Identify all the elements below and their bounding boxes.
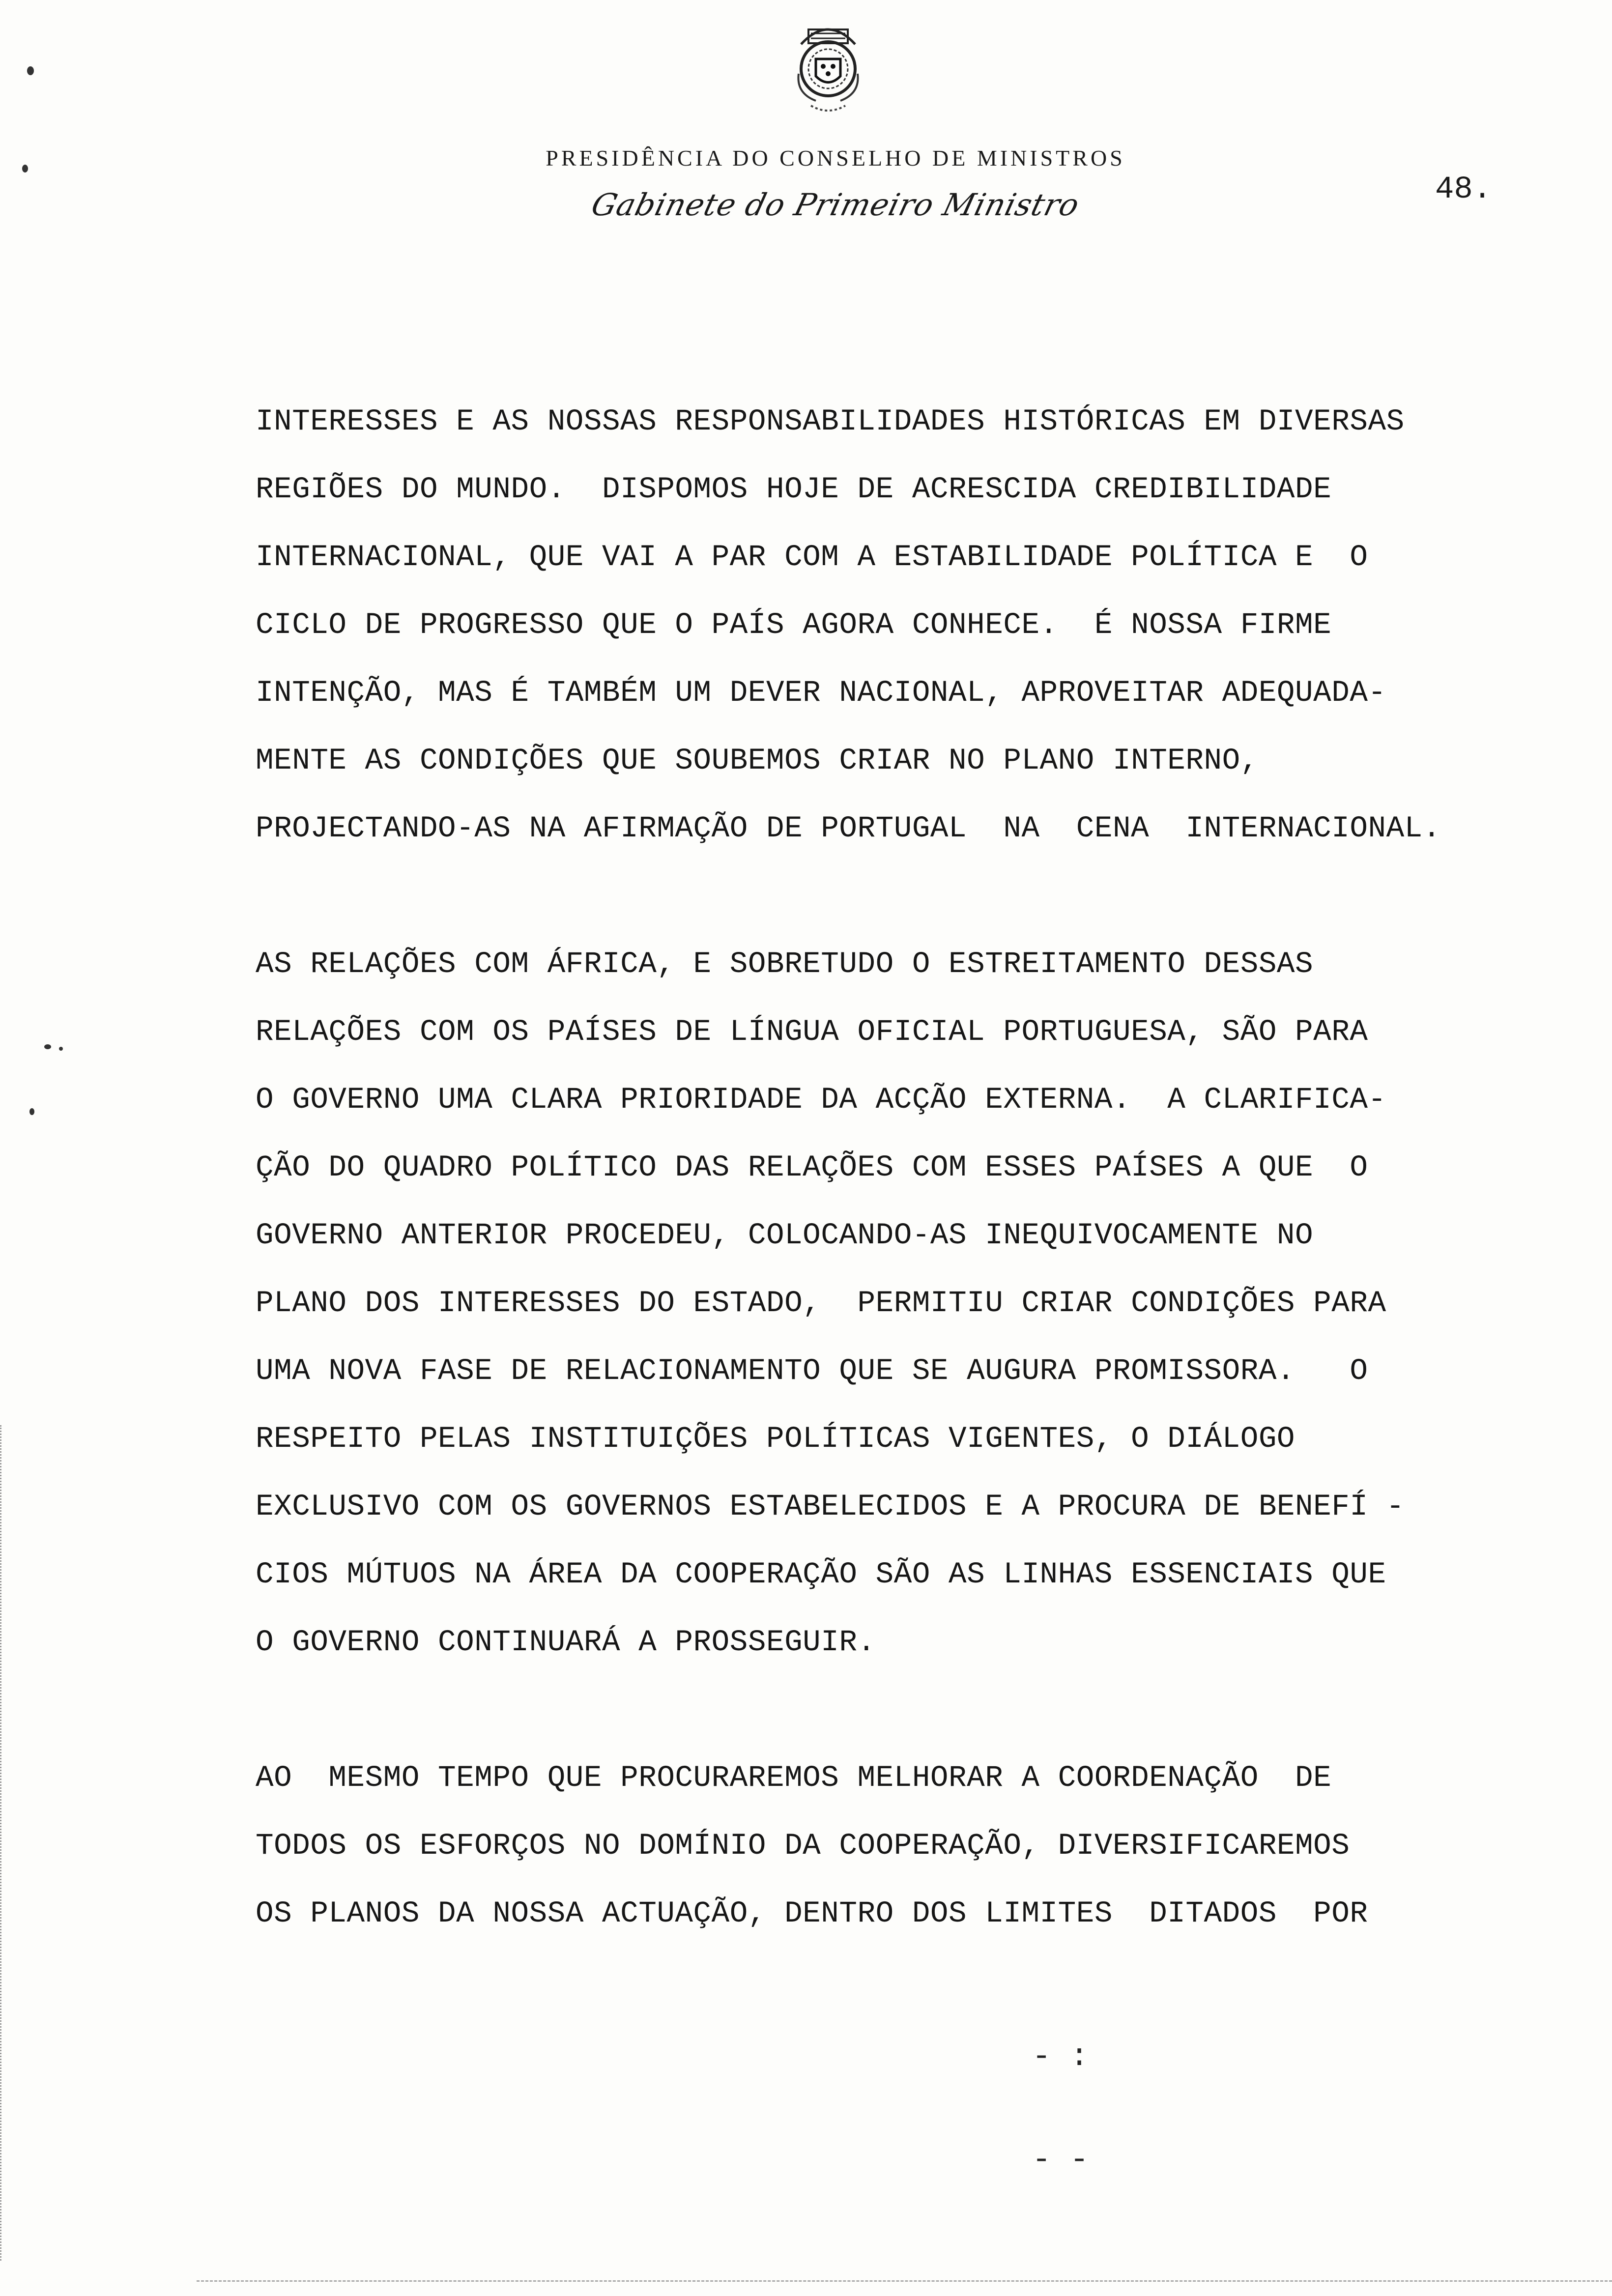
text-line: PLANO DOS INTERESSES DO ESTADO, PERMITIU CRIAR CONDIÇÕES PARA: [256, 1287, 1386, 1320]
text-line: TODOS OS ESFORÇOS NO DOMÍNIO DA COOPERAÇÃO, DIVERSIFICAREMOS: [256, 1829, 1350, 1863]
scan-speck: [59, 1047, 63, 1051]
text-line: OS PLANOS DA NOSSA ACTUAÇÃO, DENTRO DOS LIMITES DITADOS POR: [256, 1897, 1368, 1931]
portuguese-coat-of-arms-icon: [781, 10, 875, 123]
text-line: AS RELAÇÕES COM ÁFRICA, E SOBRETUDO O ESTREITAMENTO DESSAS: [256, 947, 1314, 981]
text-line: AO MESMO TEMPO QUE PROCURAREMOS MELHORAR A COORDENAÇÃO DE: [256, 1761, 1332, 1795]
body-text: [256, 388, 1583, 2016]
text-line: ÇÃO DO QUADRO POLÍTICO DAS RELAÇÕES COM ESSES PAÍSES A QUE O: [256, 1151, 1368, 1185]
scan-bottom-edge: [197, 2280, 1612, 2282]
scan-speck: [44, 1044, 51, 1049]
text-line: RELAÇÕES COM OS PAÍSES DE LÍNGUA OFICIAL PORTUGUESA, SÃO PARA: [256, 1015, 1368, 1049]
text-line: MENTE AS CONDIÇÕES QUE SOUBEMOS CRIAR NO PLANO INTERNO,: [256, 744, 1259, 778]
page-number: 48.: [1435, 172, 1492, 207]
text-line: O GOVERNO CONTINUARÁ A PROSSEGUIR.: [256, 1626, 876, 1660]
scan-speck: [27, 66, 34, 75]
scan-edge: [0, 1425, 11, 2261]
text-line: GOVERNO ANTERIOR PROCEDEU, COLOCANDO-AS INEQUIVOCAMENTE NO: [256, 1219, 1314, 1253]
text-line: CICLO DE PROGRESSO QUE O PAÍS AGORA CONHECE. É NOSSA FIRME: [256, 608, 1332, 642]
text-line: PROJECTANDO-AS NA AFIRMAÇÃO DE PORTUGAL NA CENA INTERNACIONAL.: [256, 812, 1441, 846]
scan-speck: [22, 165, 28, 172]
paragraph-1: [256, 388, 1583, 863]
text-line: RESPEITO PELAS INSTITUIÇÕES POLÍTICAS VIGENTES, O DIÁLOGO: [256, 1422, 1295, 1456]
text-line: UMA NOVA FASE DE RELACIONAMENTO QUE SE AUGURA PROMISSORA. O: [256, 1354, 1368, 1388]
text-line: INTERNACIONAL, QUE VAI A PAR COM A ESTABILIDADE POLÍTICA E O: [256, 541, 1368, 574]
institution-title: PRESIDÊNCIA DO CONSELHO DE MINISTROS: [546, 145, 1125, 171]
paragraph-3: [256, 1745, 1583, 1948]
text-line: CIOS MÚTUOS NA ÁREA DA COOPERAÇÃO SÃO AS LINHAS ESSENCIAIS QUE: [256, 1558, 1386, 1592]
text-line: REGIÕES DO MUNDO. DISPOMOS HOJE DE ACRESCIDA CREDIBILIDADE: [256, 473, 1332, 507]
footer-mark-top: - :: [1032, 2039, 1089, 2075]
text-line: INTERESSES E AS NOSSAS RESPONSABILIDADES HISTÓRICAS EM DIVERSAS: [256, 405, 1405, 439]
text-line: INTENÇÃO, MAS É TAMBÉM UM DEVER NACIONAL, APROVEITAR ADEQUADA-: [256, 676, 1386, 710]
text-line: EXCLUSIVO COM OS GOVERNOS ESTABELECIDOS E A PROCURA DE BENEFÍ -: [256, 1490, 1405, 1524]
office-subtitle: Gabinete do Primeiro Ministro: [588, 187, 1083, 223]
scan-speck: [29, 1108, 34, 1115]
paragraph-2: [256, 931, 1583, 1677]
footer-mark-bottom: - -: [1032, 2143, 1089, 2178]
text-line: O GOVERNO UMA CLARA PRIORIDADE DA ACÇÃO EXTERNA. A CLARIFICA-: [256, 1083, 1386, 1117]
